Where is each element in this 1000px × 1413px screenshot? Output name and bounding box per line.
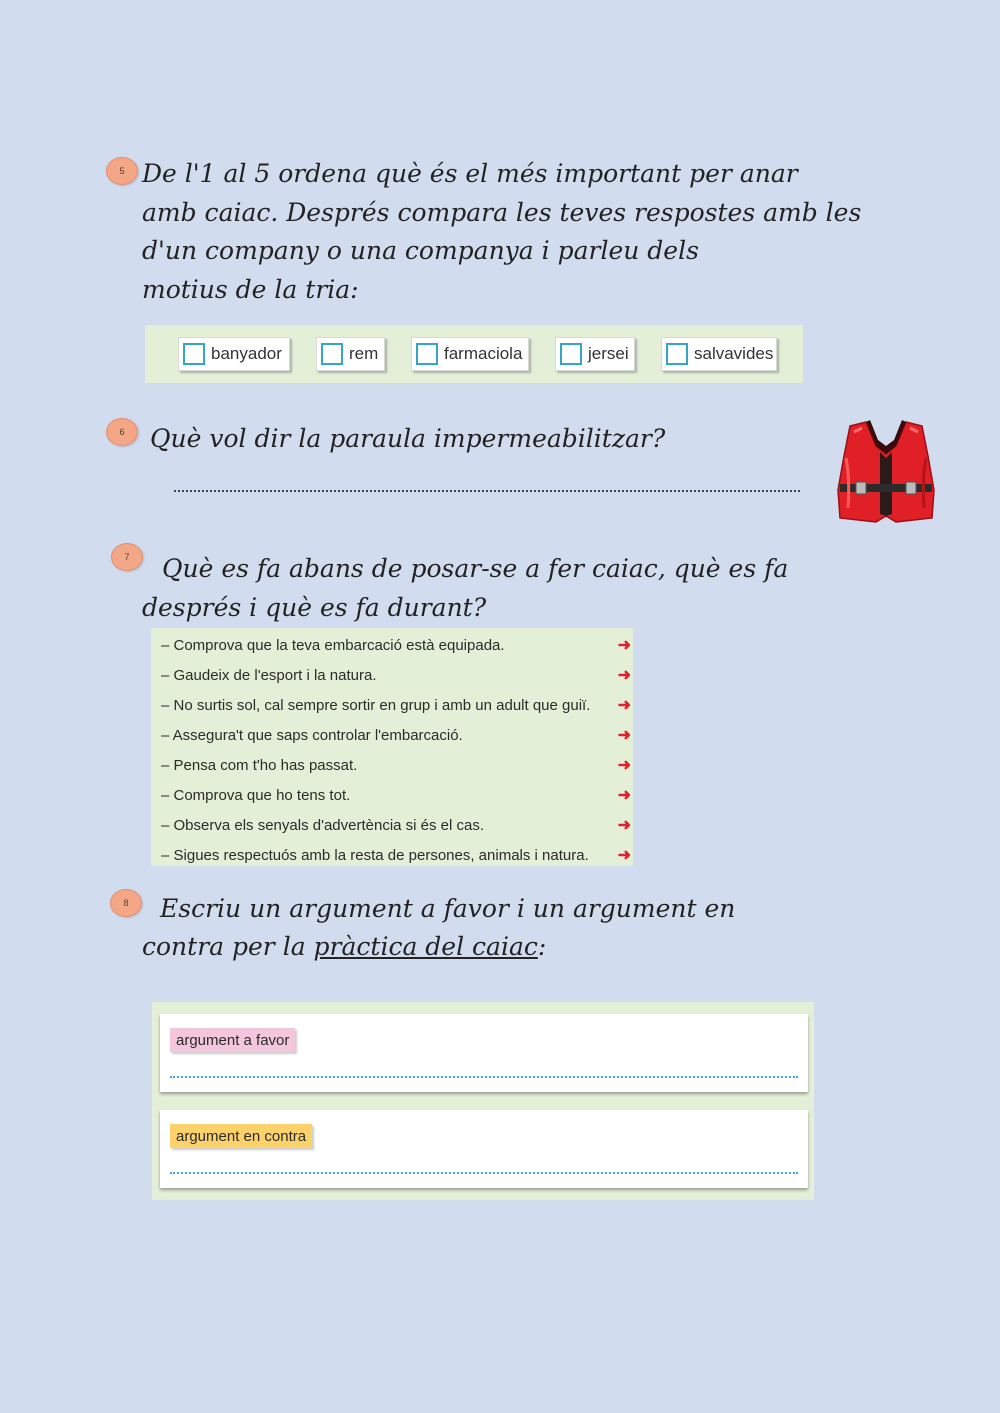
checkbox[interactable] (666, 343, 688, 365)
option-label: jersei (588, 344, 629, 363)
exercise-5-instructions (142, 155, 861, 309)
arrow-right-icon: ➜ (617, 667, 631, 684)
list-item: – No surtis sol, cal sempre sortir en grup i amb un adult que guiï. ➜ (161, 696, 631, 714)
list-item: – Assegura't que saps controlar l'embarcació. ➜ (161, 726, 631, 744)
colon: : (537, 932, 547, 961)
answer-line[interactable] (170, 1172, 798, 1174)
list-item: – Pensa com t'ho has passat. ➜ (161, 756, 631, 774)
instruction-text: contra per la (142, 932, 314, 961)
option-farmaciola[interactable] (411, 337, 529, 371)
instruction-line: De l'1 al 5 ordena què és el més important per anar (142, 159, 798, 188)
life-jacket-image (836, 418, 936, 526)
list-item: – Comprova que la teva embarcació està equipada. ➜ (161, 636, 631, 654)
exercise-6-question (150, 420, 665, 459)
exercise-8-badge: 8 (110, 889, 142, 917)
argument-contra-label: argument en contra (170, 1124, 312, 1148)
list-item: – Sigues respectuós amb la resta de persones, animals i natura. ➜ (161, 846, 631, 864)
keyword: impermeabilitzar (433, 424, 652, 453)
arguments-panel (152, 1002, 814, 1200)
arrow-right-icon: ➜ (617, 817, 631, 834)
arrow-right-icon: ➜ (617, 697, 631, 714)
activities-list-panel (151, 628, 633, 866)
list-item: – Gaudeix de l'esport i la natura. ➜ (161, 666, 631, 684)
option-label: banyador (211, 344, 282, 363)
checkbox[interactable] (416, 343, 438, 365)
arrow-right-icon: ➜ (617, 637, 631, 654)
answer-line[interactable] (170, 1076, 798, 1078)
question-mark: ? (651, 424, 666, 453)
option-banyador[interactable] (178, 337, 290, 371)
argument-contra-card[interactable] (160, 1110, 808, 1188)
arrow-right-icon: ➜ (617, 757, 631, 774)
option-salvavides[interactable] (661, 337, 777, 371)
list-item: – Comprova que ho tens tot. ➜ (161, 786, 631, 804)
argument-favor-label: argument a favor (170, 1028, 295, 1052)
answer-line[interactable] (174, 490, 800, 492)
exercise-5-badge: 5 (106, 157, 138, 185)
list-item: – Observa els senyals d'advertència si és el cas. ➜ (161, 816, 631, 834)
instruction-line: d'un company o una companya i parleu dels (142, 236, 699, 265)
option-rem[interactable] (316, 337, 385, 371)
exercise-6-badge: 6 (106, 418, 138, 446)
question-text: Què vol dir la paraula (150, 424, 434, 453)
exercise-7-badge: 7 (111, 543, 143, 571)
instruction-line: motius de la tria: (142, 274, 359, 304)
arrow-right-icon: ➜ (617, 847, 631, 864)
checkbox[interactable] (321, 343, 343, 365)
exercise-8-instructions-line1: Escriu un argument a favor i un argument en (160, 894, 736, 923)
checkbox[interactable] (560, 343, 582, 365)
arrow-right-icon: ➜ (617, 787, 631, 804)
instruction-line: amb caiac. Després compara les teves respostes amb les (142, 197, 862, 227)
option-label: farmaciola (444, 344, 523, 363)
option-label: rem (349, 344, 379, 363)
checkbox[interactable] (183, 343, 205, 365)
options-panel (145, 325, 803, 383)
exercise-7-instructions-line2: després i què es fa durant? (142, 593, 487, 622)
exercise-7-instructions-line1: Què es fa abans de posar-se a fer caiac, què es fa (162, 554, 789, 583)
exercise-8-instructions-line2 (142, 928, 546, 967)
argument-favor-card[interactable] (160, 1014, 808, 1092)
underlined-phrase: pràctica del caiac (313, 932, 538, 961)
option-label: salvavides (694, 344, 774, 363)
arrow-right-icon: ➜ (617, 727, 631, 744)
option-jersei[interactable] (555, 337, 635, 371)
